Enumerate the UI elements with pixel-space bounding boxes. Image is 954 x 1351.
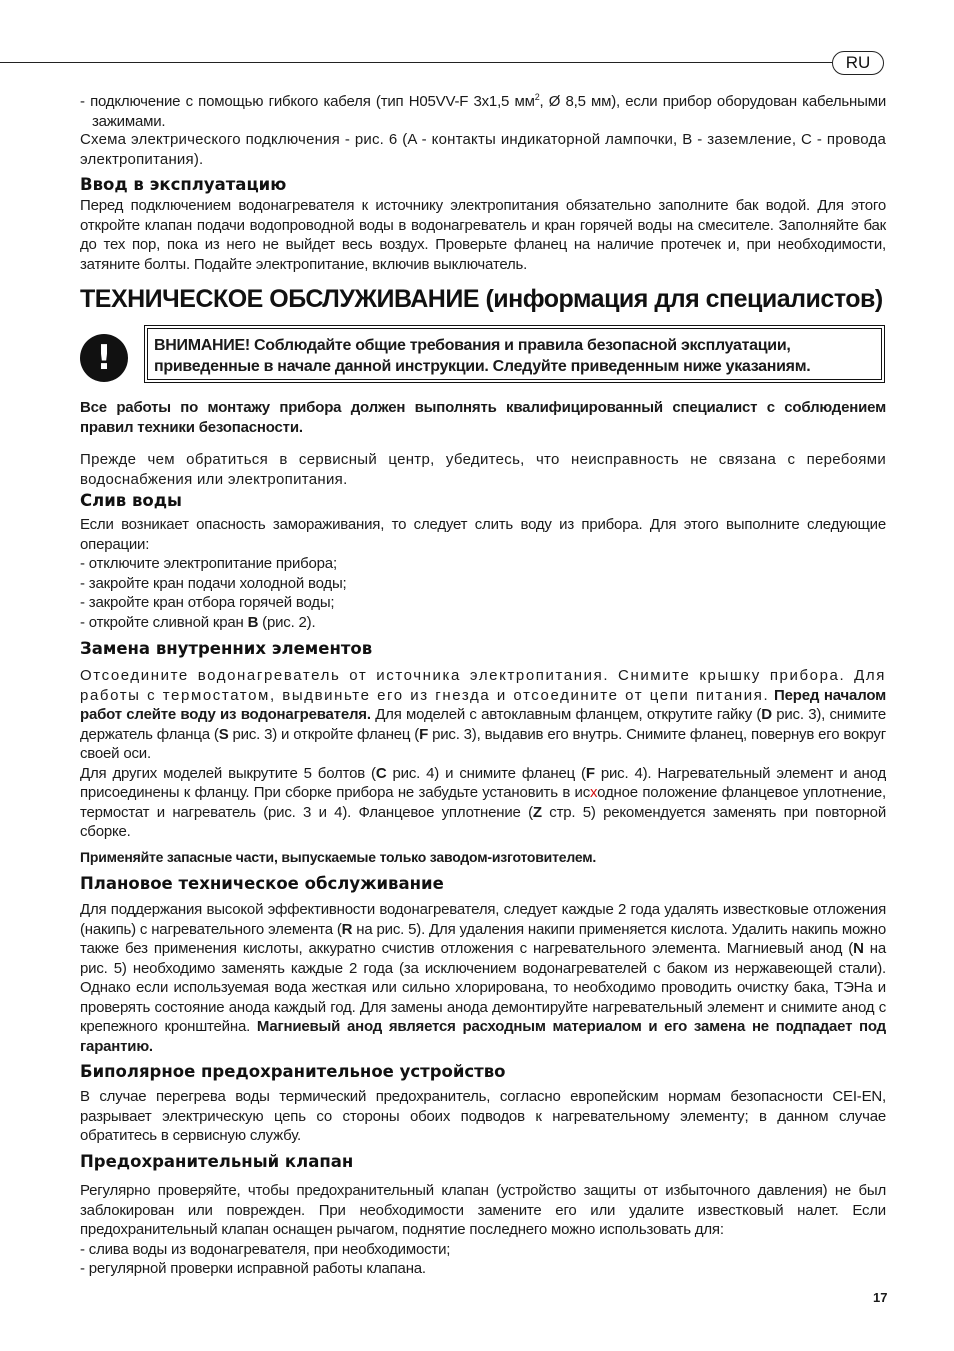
drain-text: Если возникает опасность замораживания, то следует слить воду из прибора. Для этого выполните следующие операции:	[80, 516, 886, 553]
planned-heading: Плановое техническое обслуживание	[80, 874, 444, 893]
qualified-note	[80, 398, 886, 437]
replace-heading: Замена внутренних элементов	[80, 639, 373, 658]
cable-bullet	[80, 88, 886, 131]
maintenance-title: ТЕХНИЧЕСКОЕ ОБСЛУЖИВАНИЕ (информация для специалистов)	[80, 285, 883, 313]
drain-step: - закройте кран подачи холодной воды;	[80, 574, 347, 592]
drain-step: - закройте кран отбора горячей воды;	[80, 594, 335, 611]
valve-item: - регулярной проверки исправной работы клапана.	[80, 1260, 426, 1277]
wiring-scheme	[80, 130, 886, 169]
exclamation-icon: !	[80, 334, 128, 382]
replace-p1: Отсоедините водонагреватель от источника электропитания. Снимите крышку прибора. Для работы с термостатом, выдвиньте его из гнезда и отсоедините от цепи питания. Перед началом работ слейте воду из водонагревателя. Для моделей с автоклавным фланцем, открутите гайку (D рис. 3), снимите держатель фланца (S рис. 3) и откройте фланец (F рис. 3), выдавив его внутрь. Снимите фланец, повернув его вокруг своей оси.	[80, 667, 886, 762]
drain-step-last: - откройте сливной кран B (рис. 2).	[80, 613, 316, 631]
warning-box: ВНИМАНИЕ! Соблюдайте общие требования и правила безопасной эксплуатации, приведенные в начале данной инструкции. Следуйте приведенным ниже указаниям.	[144, 325, 885, 383]
warning-block	[96, 325, 950, 383]
bipolar-text: В случае перегрева воды термический предохранитель, согласно европейским нормам безопасности CEI-EN, разрывает электрическую цепь со стороны обоих подводов к нагревательному элементу; в данном случае обратитесь в сервисную службу.	[80, 1088, 886, 1144]
before-service-note	[80, 450, 886, 489]
commissioning-heading: Ввод в эксплуатацию	[80, 175, 287, 194]
drain-section	[80, 490, 886, 632]
valve-text: Регулярно проверяйте, чтобы предохранительный клапан (устройство защиты от избыточного давления) не был заблокирован или поврежден. При необходимости замените его или удалите известковый налет. Если предохранительный клапан оснащен рычагом, поднятие последнего можно использовать для:	[80, 1182, 886, 1238]
replace-p2: Для других моделей выкрутите 5 болтов (C рис. 4) и снимите фланец (F рис. 4). Нагревательный элемент и анод присоединены к фланцу. При сборке прибора не забудьте установить в исходное положение фланцевое уплотнение, термостат и нагреватель (рис. 3 и 4). Фланцевое уплотнение (Z стр. 5) рекомендуется заменять при повторной сборке.	[80, 764, 887, 840]
planned-text: Для поддержания высокой эффективности водонагревателя, следует каждые 2 года удалять известковые отложения (накипь) с нагревательного элемента (R на рис. 5). Для удаления накипи применяется кислота. Удалить накипь можно также без применения кислоты, аккуратно счистив отложения с нагревательного элемента. Магниевый анод (N на рис. 5) необходимо заменять каждые 2 года (за исключением водонагревателей с баком из нержавеющей стали). Однако если используемая вода жесткая или сильно хлорирована, то необходимо проводить очистку бака, ТЭНа и проверять состояние анода каждый год. Для замены анода демонтируйте нагревательный элемент и снимите анод с крепежного кронштейна. Магниевый анод является расходным материалом и его замена не подпадает под гарантию.	[80, 901, 887, 1055]
valve-heading: Предохранительный клапан	[80, 1152, 354, 1171]
bipolar-heading: Биполярное предохранительное устройство	[80, 1062, 506, 1081]
spare-parts-note: Применяйте запасные части, выпускаемые только заводом-изготовителем.	[80, 848, 597, 865]
replace-section	[80, 638, 886, 867]
drain-step: - отключите электропитание прибора;	[80, 555, 337, 572]
planned-section	[80, 873, 886, 1056]
commissioning-text: Перед подключением водонагревателя к источнику электропитания обязательно заполните бак водой. Для этого откройте клапан подачи водопроводной воды в водонагреватель и кран горячей воды на смесителе. Заполняйте бак до тех пор, пока из него не выйдет весь воздух. Проверьте фланец на наличие протечек и, при необходимости, затяните болты. Подайте электропитание, включив выключатель.	[80, 197, 886, 273]
header-rule	[0, 62, 836, 63]
valve-item: - слива воды из водонагревателя, при необходимости;	[80, 1240, 451, 1258]
commissioning-section	[80, 174, 886, 274]
bipolar-section	[80, 1061, 886, 1146]
cable-bullet-text: - подключение с помощью гибкого кабеля (тип H05VV-F 3x1,5 $мм^2$, Ø 8,5 мм), если прибор оборудован кабельными зажимами.	[80, 92, 886, 130]
language-badge: RU	[832, 51, 884, 75]
page-number: 17	[873, 1290, 888, 1305]
maintenance-title-block	[80, 284, 886, 314]
valve-section	[80, 1151, 886, 1279]
wiring-scheme-text: Схема электрического подключения - рис. 6 (A - контакты индикаторной лампочки, B - заземление, C - провода электропитания).	[80, 131, 886, 168]
qualified-text: Все работы по монтажу прибора должен выполнять квалифицированный специалист с соблюдением правил техники безопасности.	[80, 399, 886, 436]
before-service-text: Прежде чем обратиться в сервисный центр, убедитесь, что неисправность не связана с перебоями водоснабжения или электропитания.	[80, 451, 886, 488]
drain-heading: Слив воды	[80, 491, 182, 510]
